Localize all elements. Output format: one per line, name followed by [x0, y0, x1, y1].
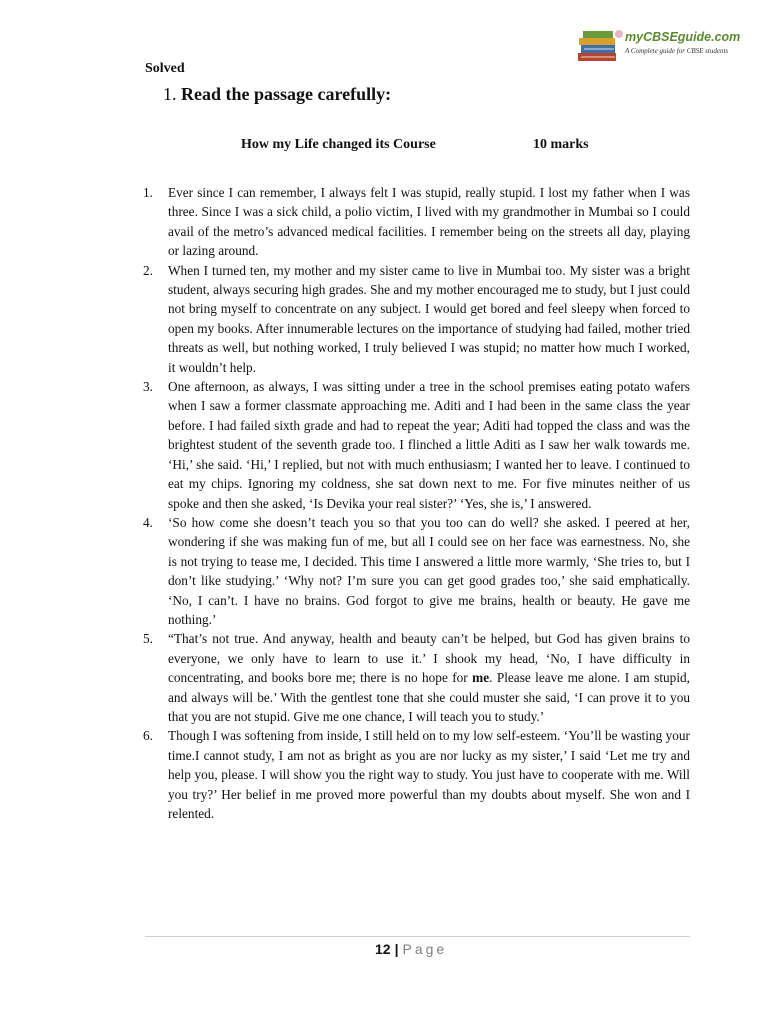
brand-tagline: A Complete guide for CBSE students — [625, 47, 729, 55]
books-icon — [575, 25, 625, 65]
paragraph-text: One afternoon, as always, I was sitting under a tree in the school premises eating potato wafers when I saw a former classmate approaching me. Aditi and I had been in the same class the year before. I had failed sixth grade and had to repeat the year; Aditi had topped the class and was the brightest student of the seventh grade too. I flinched a little Aditi as I saw her walk towards me. ‘Hi,’ she said. ‘Hi,’ I replied, but not with much enthusiasm; I wanted her to leave. I continued to eat my chips. Ignoring my coldness, she sat down next to me. For five minutes neither of us spoke and then she asked, ‘Is Devika your real sister?’ ‘Yes, she is,’ I answered. — [168, 379, 690, 511]
passage-title: How my Life changed its Course — [241, 137, 436, 152]
paragraph-bold-word: me — [472, 670, 490, 686]
paragraph — [143, 513, 690, 629]
paragraph-text: ‘So how come she doesn’t teach you so that you too can do well? she asked. I peered at her, wondering if she was making fun of me, but all I could see on her face was earnestness. No, she is not trying to tease me, I decided. This time I answered a little more warmly, ‘She tries to, but I don’t like studying.’ ‘Why not? I’m sure you can get good grades too,’ she said emphatically. ‘No, I can’t. I have no brains. God forgot to give me brains, health or beauty. He gave me nothing.’ — [168, 514, 690, 627]
paragraph-text — [168, 631, 690, 724]
paragraph-number: 6. — [143, 728, 153, 744]
paragraph — [143, 183, 690, 261]
page-footer — [375, 941, 447, 957]
page-label: Page — [402, 941, 448, 957]
paragraph-number: 3. — [143, 379, 153, 395]
brand-name: myCBSEguide.com — [625, 30, 741, 44]
footer-separator: | — [394, 941, 399, 957]
paragraph-text-before: “That’s not true. And anyway, health and beauty can’t be helped, but God has given brains to everyone, we only have to learn to use it.’ I shook my head, ‘No, I have difficulty in concentrating, and books bore me; there is no hope for — [168, 631, 690, 686]
passage-paragraphs — [143, 183, 690, 823]
paragraph — [143, 261, 690, 377]
paragraph-number: 2. — [143, 262, 153, 278]
site-logo — [575, 25, 741, 65]
paragraph — [143, 377, 690, 513]
footer-divider — [145, 936, 690, 937]
question-number: 1. — [163, 84, 177, 104]
paragraph-number: 4. — [143, 514, 153, 530]
section-label: Solved — [145, 61, 185, 76]
paragraph-text: Ever since I can remember, I always felt I was stupid, really stupid. I lost my father when I was three. Since I was a sick child, a polio victim, I lived with my grandmother in Mumbai so I could avail of the metro’s advanced medical facilities. I remember being on the streets all day, playing or lazing around. — [168, 185, 690, 259]
paragraph-text-after: . Please leave me alone. I am stupid, and always will be.’ With the gentlest tone that she could muster she said, ‘I can prove it to you that you are not stupid. Give me one chance, I will teach you to study.’ — [168, 670, 690, 724]
paragraph — [143, 726, 690, 823]
paragraph-number: 5. — [143, 631, 153, 647]
page-number: 12 — [375, 941, 391, 957]
question-heading — [163, 84, 391, 105]
paragraph-number: 1. — [143, 185, 153, 200]
passage-marks: 10 marks — [533, 137, 589, 152]
paragraph-text: When I turned ten, my mother and my sister came to live in Mumbai too. My sister was a bright student, always securing high grades. She and my mother encouraged me to study, but I just could not bring myself to concentrate on any subject. I would get bored and feel sleepy when forced to open my books. After innumerable lectures on the importance of studying had failed, mother tried threats as well, but nothing worked, I truly believed I was stupid; no matter how much I worked, it wouldn’t help. — [168, 262, 690, 375]
paragraph-text: Though I was softening from inside, I still held on to my low self-esteem. ‘You’ll be wasting your time.I cannot study, I am not as bright as you are nor lucky as my sister,’ I said ‘Let me try and help you, please. I will show you the right way to study. You just have to cooperate with me. Will you try?’ Her belief in me proved more powerful than my doubts about myself. She won and I relented. — [168, 728, 690, 821]
paragraph — [143, 629, 690, 726]
question-instruction: Read the passage carefully: — [181, 84, 392, 104]
